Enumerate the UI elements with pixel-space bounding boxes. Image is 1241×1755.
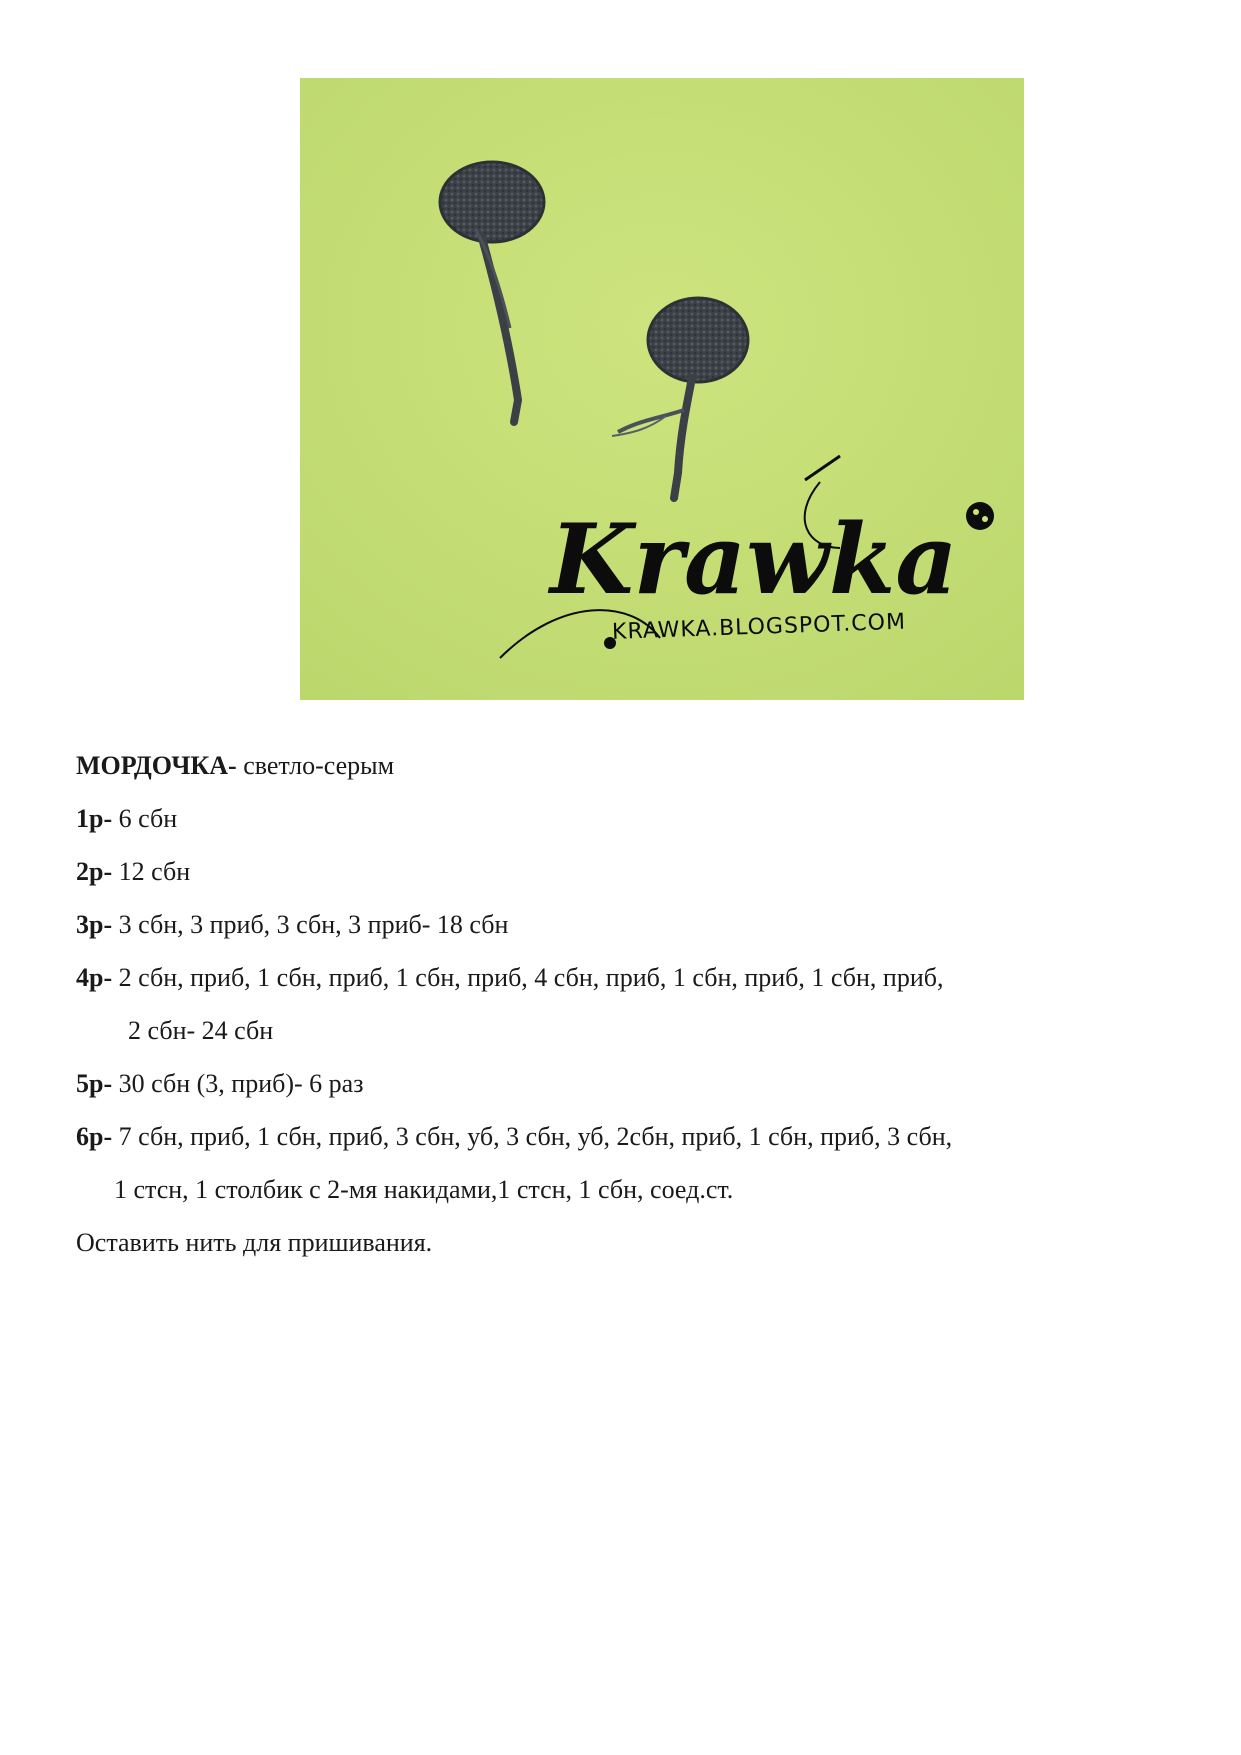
row-label: 3р- (76, 910, 113, 939)
pattern-row-2 (76, 854, 1166, 890)
row-text: 7 сбн, приб, 1 сбн, приб, 3 сбн, уб, 3 сбн, уб, 2сбн, приб, 1 сбн, приб, 3 сбн, (112, 1122, 953, 1151)
pattern-row-6 (76, 1119, 1166, 1155)
pattern-text (76, 748, 1166, 1278)
pattern-title: МОРДОЧКА- (76, 751, 237, 780)
row-text: 30 сбн (3, приб)- 6 раз (112, 1069, 364, 1098)
pattern-footer: Оставить нить для пришивания. (76, 1228, 433, 1257)
row-label: 6р- (76, 1122, 113, 1151)
pattern-title-suffix: светло-серым (236, 751, 395, 780)
row-text: 12 сбн (112, 857, 191, 886)
row-label: 2р- (76, 857, 113, 886)
pattern-row-1 (76, 801, 1166, 837)
logo-site-url: KRAWKA.BLOGSPOT.COM (611, 609, 907, 645)
row-label: 5р- (76, 1069, 113, 1098)
pattern-row-4-continuation: 2 сбн- 24 сбн (128, 1016, 274, 1045)
row-label: 1р- (76, 804, 113, 833)
row-label: 4р- (76, 963, 113, 992)
row-text: 6 сбн (112, 804, 178, 833)
pattern-row-5 (76, 1066, 1166, 1102)
pattern-row-3 (76, 907, 1166, 943)
pattern-row-6-continuation: 1 стсн, 1 столбик с 2-мя накидами,1 стсн, 1 сбн, соед.ст. (114, 1175, 734, 1204)
row-text: 3 сбн, 3 приб, 3 сбн, 3 приб- 18 сбн (112, 910, 509, 939)
logo-wordmark: Krawka (550, 503, 958, 616)
crochet-photo (300, 78, 1024, 700)
pattern-row-4 (76, 960, 1166, 996)
pattern-title-line (76, 748, 1166, 784)
row-text: 2 сбн, приб, 1 сбн, приб, 1 сбн, приб, 4 сбн, приб, 1 сбн, приб, 1 сбн, приб, (112, 963, 944, 992)
